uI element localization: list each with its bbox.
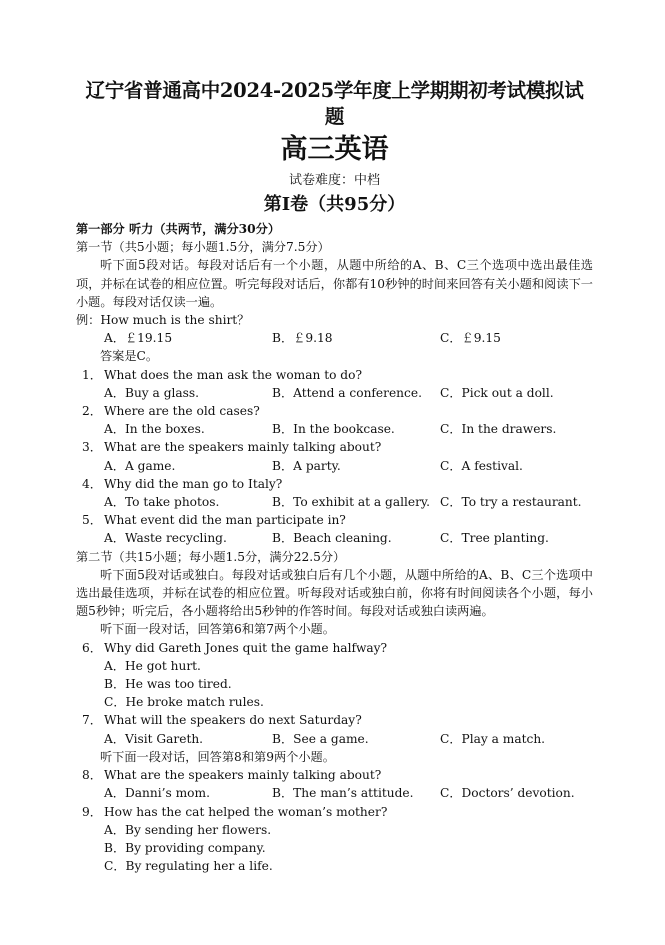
- section2-instructions: 听下面5段对话或独白。每段对话或独白后有几个小题，从题中所给的A、B、C三个选项中选出最佳选项，并标在试卷的相应位置。听每段对话或独白前，你将有时间阅读各个小题，每小题5秒钟；听完后，各小题将给出5秒钟的作答时间。每段对话或独白读两遍。: [76, 567, 593, 619]
- section1-instructions: 听下面5段对话。每段对话后有一个小题，从题中所给的A、B、C三个选项中选出最佳选项，并标在试卷的相应位置。听完每段对话后，你都有10秒钟的时间来回答有关小题和阅读下一小题。每段对话仅读一遍。: [76, 258, 593, 309]
- example-answer: 答案是C。: [100, 349, 159, 364]
- question-3-options: [76, 457, 593, 475]
- option-a: A．Danni’s mom.: [104, 786, 210, 801]
- question-2-options: [76, 420, 593, 438]
- option-b: B．Attend a conference.: [272, 385, 422, 400]
- option-c: C．To try a restaurant.: [440, 495, 582, 510]
- option-a: A．A game.: [104, 458, 176, 473]
- question-stem: What does the man ask the woman to do?: [104, 367, 362, 382]
- question-stem: Why did Gareth Jones quit the game halfway?: [104, 640, 388, 655]
- option-b: B．To exhibit at a gallery.: [272, 495, 431, 510]
- volume-heading: 第Ⅰ卷（共95分）: [263, 194, 406, 215]
- option-b: B．The man’s attitude.: [272, 786, 414, 801]
- question-stem: What will the speakers do next Saturday?: [104, 713, 362, 728]
- option-c: C．Play a match.: [440, 731, 546, 746]
- option-b: B．A party.: [272, 458, 341, 473]
- question-stem: Where are the old cases?: [104, 404, 260, 419]
- question-stem: What event did the man participate in?: [104, 513, 346, 528]
- option-b: B．See a game.: [272, 731, 369, 746]
- option-c: C．A festival.: [440, 458, 523, 473]
- question-number: 3．: [82, 440, 102, 455]
- question-1: [76, 366, 593, 384]
- question-stem: Why did the man go to Italy?: [104, 476, 283, 491]
- option-a: A．By sending her flowers.: [104, 822, 272, 837]
- question-9: [76, 803, 593, 821]
- question-6: [76, 639, 593, 657]
- option-b: B．In the bookcase.: [272, 422, 395, 437]
- question-8-options: [76, 784, 593, 802]
- question-stem: What are the speakers mainly talking about?: [104, 768, 382, 783]
- question-number: 2．: [82, 404, 102, 419]
- option-a: A．Buy a glass.: [104, 385, 200, 400]
- example-options: [76, 329, 593, 347]
- question-4: [76, 475, 593, 493]
- option-c: C．By regulating her a life.: [104, 859, 273, 874]
- option-b: B．Beach cleaning.: [272, 531, 392, 546]
- option-a: A．Waste recycling.: [104, 531, 227, 546]
- question-5: [76, 511, 593, 529]
- question-stem: What are the speakers mainly talking about?: [104, 440, 382, 455]
- option-b: B．He was too tired.: [104, 677, 232, 692]
- question-7-options: [76, 730, 593, 748]
- option-a: A．He got hurt.: [104, 658, 201, 673]
- question-number: 1．: [82, 367, 102, 382]
- question-5-options: [76, 529, 593, 547]
- option-c: C．He broke match rules.: [104, 695, 264, 710]
- option-b: B．By providing company.: [104, 840, 266, 855]
- question-number: 6．: [82, 640, 102, 655]
- question-stem: How has the cat helped the woman’s mother?: [104, 804, 388, 819]
- option-a: A．Visit Gareth.: [104, 731, 204, 746]
- option-c: C．In the drawers.: [440, 422, 557, 437]
- question-number: 9．: [82, 804, 102, 819]
- question-number: 8．: [82, 768, 102, 783]
- group-1-instruction: 听下面一段对话，回答第6和第7两个小题。: [100, 622, 335, 637]
- example-stem: 例：How much is the shirt？: [76, 313, 250, 328]
- subject-title: 高三英语: [280, 134, 389, 165]
- question-number: 5．: [82, 513, 102, 528]
- option-c: C．Doctors’ devotion.: [440, 786, 575, 801]
- option-c: C．Pick out a doll.: [440, 385, 554, 400]
- question-number: 4．: [82, 476, 102, 491]
- question-8: [76, 766, 593, 784]
- option-c: C．Tree planting.: [440, 531, 549, 546]
- option-b: B．￡9.18: [272, 331, 333, 346]
- question-2: [76, 402, 593, 420]
- part1-heading: 第一部分 听力（共两节，满分30分）: [76, 222, 281, 236]
- group-2-instruction: 听下面一段对话，回答第8和第9两个小题。: [100, 749, 335, 764]
- question-1-options: [76, 384, 593, 402]
- section2-heading: 第二节（共15小题；每小题1.5分，满分22.5分）: [76, 549, 346, 564]
- question-7: [76, 711, 593, 729]
- section1-heading: 第一节（共5小题；每小题1.5分，满分7.5分）: [76, 240, 330, 255]
- question-4-options: [76, 493, 593, 511]
- question-number: 7．: [82, 713, 102, 728]
- option-a: A．In the boxes.: [104, 422, 205, 437]
- difficulty-label: 试卷难度：中档: [288, 173, 380, 188]
- option-a: A．￡19.15: [104, 331, 173, 346]
- option-c: C．￡9.15: [440, 331, 501, 346]
- question-3: [76, 438, 593, 456]
- option-a: A．To take photos.: [104, 495, 220, 510]
- exam-title: 辽宁省普通高中2024-2025学年度上学期期初考试模拟试题: [85, 79, 584, 128]
